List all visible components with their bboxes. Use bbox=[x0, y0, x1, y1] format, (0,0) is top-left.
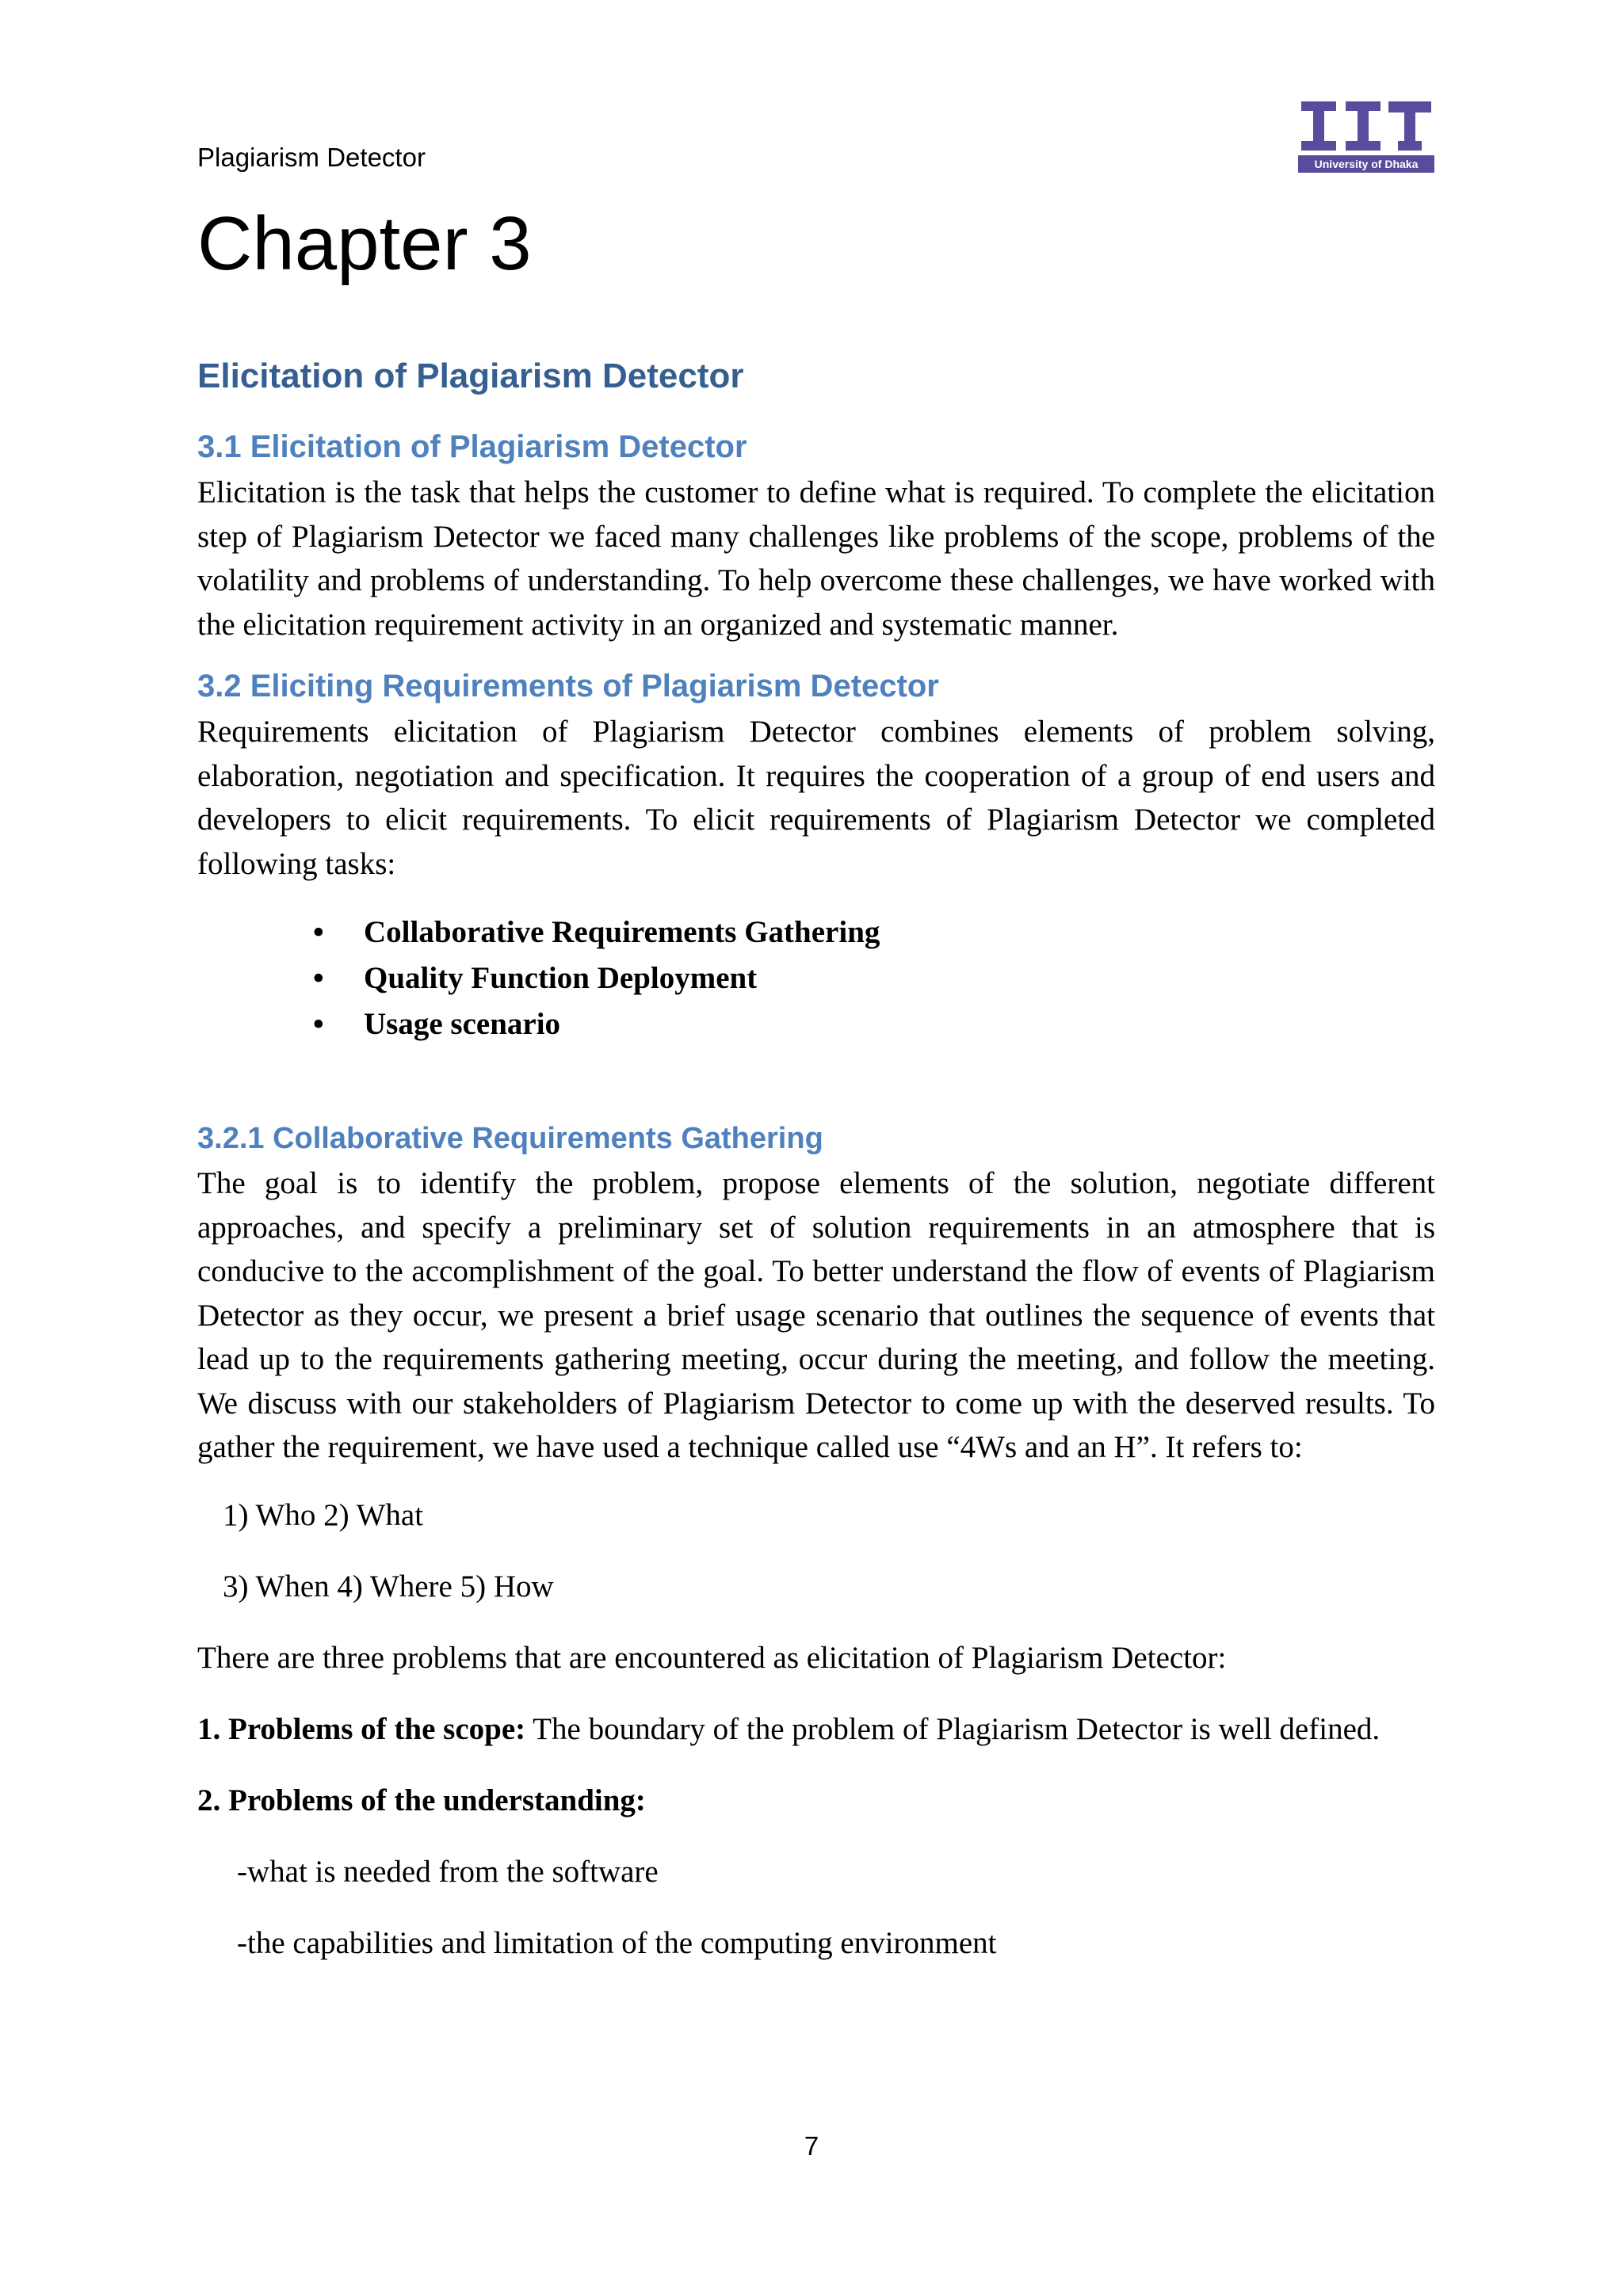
task-label: Collaborative Requirements Gathering bbox=[364, 915, 880, 949]
iit-logo bbox=[1298, 98, 1434, 174]
section-heading-3-1: 3.1 Elicitation of Plagiarism Detector bbox=[197, 429, 747, 464]
tasks-list bbox=[197, 910, 1435, 1047]
section-heading-3-2: 3.2 Eliciting Requirements of Plagiarism Detector bbox=[197, 669, 939, 704]
four-ws-line-1: 1) Who 2) What bbox=[223, 1497, 424, 1532]
chapter-title: Chapter 3 bbox=[197, 201, 532, 286]
list-item bbox=[197, 955, 1435, 1001]
page-number: 7 bbox=[804, 2131, 819, 2161]
page-content bbox=[197, 347, 1435, 1965]
problem-1-label: 1. Problems of the scope: bbox=[197, 1711, 526, 1746]
list-item bbox=[197, 1001, 1435, 1047]
task-label: Quality Function Deployment bbox=[364, 961, 758, 995]
problems-intro: There are three problems that are encountered as elicitation of Plagiarism Detector: bbox=[197, 1640, 1227, 1675]
svg-text:University of Dhaka: University of Dhaka bbox=[1314, 158, 1419, 170]
bullet-icon: • bbox=[313, 1007, 324, 1041]
bullet-icon: • bbox=[313, 961, 324, 995]
problem-1-text: The boundary of the problem of Plagiarism Detector is well defined. bbox=[525, 1711, 1381, 1746]
iit-logo-graphic bbox=[1298, 98, 1434, 174]
problem-2-item: -the capabilities and limitation of the computing environment bbox=[237, 1926, 997, 1960]
problem-1 bbox=[197, 1707, 1435, 1752]
bullet-icon: • bbox=[313, 915, 324, 949]
running-header-title: Plagiarism Detector bbox=[197, 143, 426, 172]
section-3-1-body: Elicitation is the task that helps the customer to define what is required. To complete the elicitation step of Plagiarism Detector we faced many challenges like problems of the scope, problems of the volatility and problems of understanding. To help overcome these challenges, we have worked with the elicitation requirement activity in an organized and systematic manner. bbox=[197, 475, 1435, 642]
list-item bbox=[197, 910, 1435, 955]
problem-2-item: -what is needed from the software bbox=[237, 1855, 659, 1889]
section-3-2-body: Requirements elicitation of Plagiarism Detector combines elements of problem solving, elaboration, negotiation and specification. It requires the cooperation of a group of end users and developers to elicit requirements. To elicit requirements of Plagiarism Detector we completed following tasks: bbox=[197, 715, 1435, 881]
task-label: Usage scenario bbox=[364, 1007, 561, 1041]
problem-2-label: 2. Problems of the understanding: bbox=[197, 1783, 646, 1817]
four-ws-line-2: 3) When 4) Where 5) How bbox=[223, 1569, 554, 1604]
section-heading-3-2-1: 3.2.1 Collaborative Requirements Gathering bbox=[197, 1122, 823, 1155]
section-3-2-1-body: The goal is to identify the problem, propose elements of the solution, negotiate different approaches, and specify a preliminary set of solution requirements in an atmosphere that is conducive to the accomplishment of the goal. To better understand the flow of events of Plagiarism Detector as they occur, we present a brief usage scenario that outlines the sequence of events that lead up to the requirements gathering meeting, occur during the meeting, and follow the meeting. We discuss with our stakeholders of Plagiarism Detector to come up with the deserved results. To gather the requirement, we have used a technique called use “4Ws and an H”. It refers to: bbox=[197, 1166, 1435, 1464]
section-heading-elicitation: Elicitation of Plagiarism Detector bbox=[197, 357, 744, 395]
